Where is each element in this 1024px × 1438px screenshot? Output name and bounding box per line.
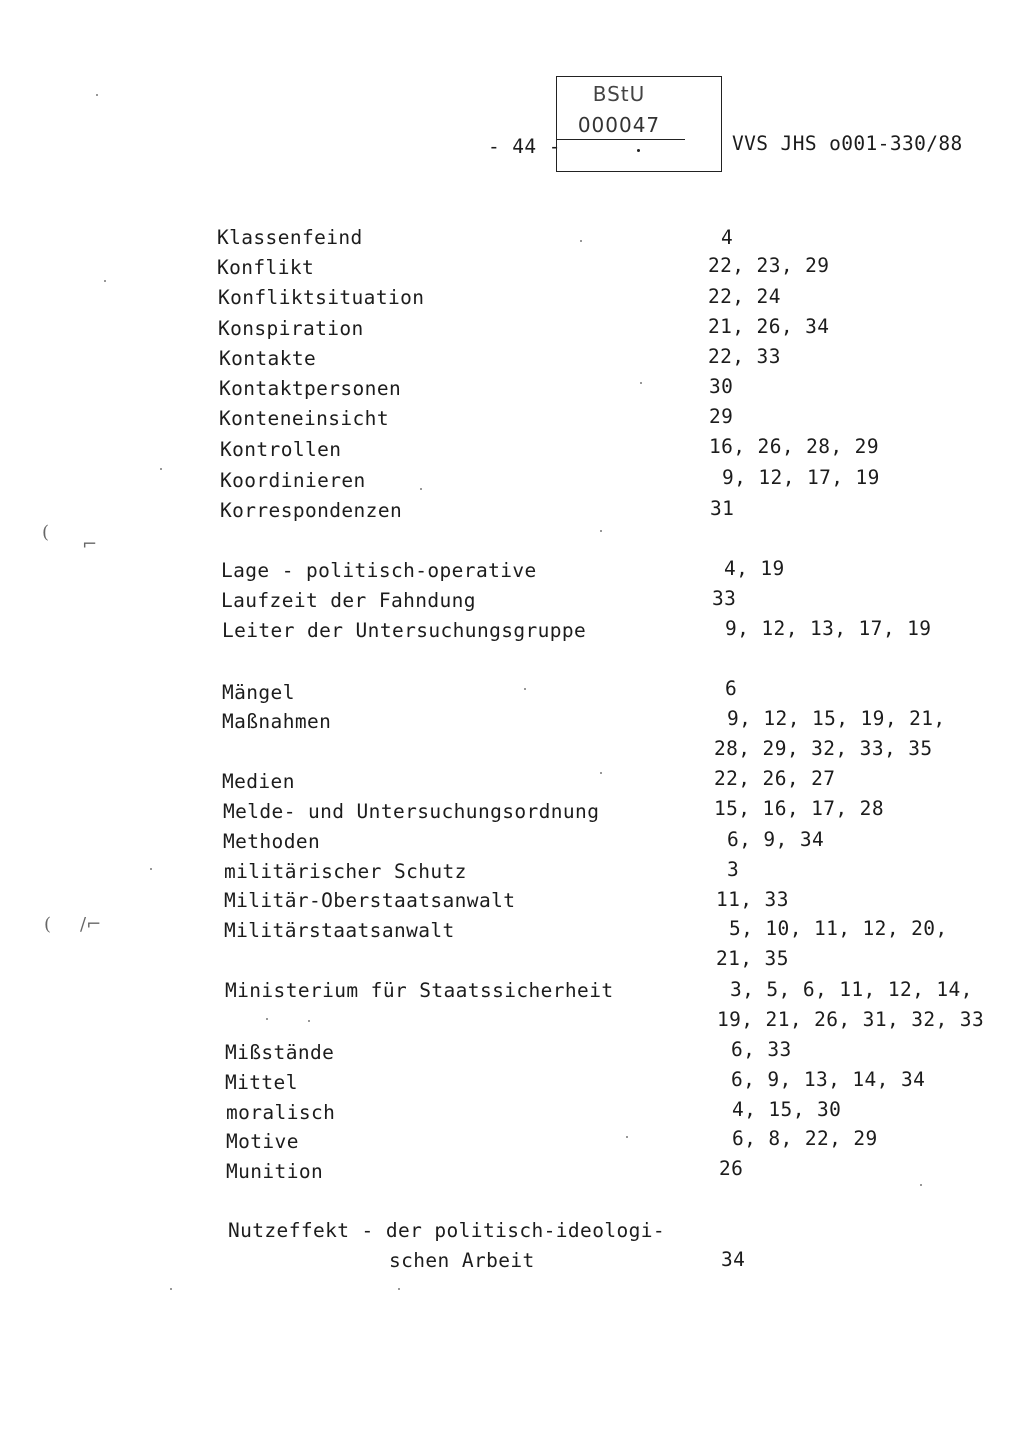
- scan-speck: [600, 772, 602, 774]
- archive-stamp: [556, 76, 722, 172]
- scan-speck: [150, 868, 152, 870]
- index-term: Kontakte: [219, 347, 317, 370]
- index-term: Lage - politisch-operative: [221, 559, 537, 582]
- index-pages: 26: [719, 1157, 744, 1180]
- index-pages: 3: [727, 858, 740, 881]
- index-pages: 28, 29, 32, 33, 35: [714, 737, 933, 760]
- index-term: Militär-Oberstaatsanwalt: [224, 889, 516, 912]
- stamp-sheet-number: 000047: [577, 113, 661, 137]
- index-pages: 6: [725, 677, 738, 700]
- index-pages: 3, 5, 6, 11, 12, 14,: [730, 978, 973, 1001]
- margin-mark: (: [42, 522, 50, 543]
- index-term: Laufzeit der Fahndung: [221, 589, 476, 612]
- index-term: Ministerium für Staatssicherheit: [225, 979, 614, 1002]
- index-term: Mißstände: [225, 1041, 335, 1064]
- index-pages: 6, 8, 22, 29: [732, 1127, 878, 1150]
- index-pages: 19, 21, 26, 31, 32, 33: [717, 1008, 985, 1031]
- document-id: VVS JHS o001-330/88: [732, 132, 963, 155]
- index-term: Militärstaatsanwalt: [224, 919, 455, 942]
- index-pages: 22, 24: [708, 285, 781, 308]
- stamp-divider: [557, 139, 685, 140]
- scan-speck: [640, 382, 642, 384]
- index-pages: 22, 33: [708, 345, 781, 368]
- index-term: Konflikt: [217, 256, 315, 279]
- scan-speck: [420, 488, 422, 490]
- index-pages: 4, 15, 30: [732, 1098, 842, 1121]
- index-term: Motive: [226, 1130, 299, 1153]
- index-term: Melde- und Untersuchungsordnung: [223, 800, 600, 823]
- index-term: Konteneinsicht: [219, 407, 389, 430]
- scan-speck: [170, 1288, 172, 1290]
- index-pages: 30: [709, 375, 734, 398]
- scan-speck: [160, 468, 162, 470]
- scan-speck: [104, 280, 106, 282]
- scan-speck: [266, 1018, 268, 1020]
- scan-speck: [920, 1184, 922, 1186]
- margin-mark: (: [44, 914, 52, 935]
- index-term: Mängel: [222, 681, 295, 704]
- index-term: Munition: [226, 1160, 324, 1183]
- index-pages: 21, 35: [716, 947, 789, 970]
- index-pages: 22, 26, 27: [714, 767, 836, 790]
- index-pages: 6, 9, 34: [727, 828, 825, 851]
- index-term: Leiter der Untersuchungsgruppe: [222, 619, 587, 642]
- scan-speck: [600, 530, 602, 532]
- page-number: - 44 -: [488, 135, 561, 158]
- index-term: Nutzeffekt - der politisch-ideologi-: [228, 1219, 666, 1242]
- index-pages: 9, 12, 15, 19, 21,: [727, 707, 946, 730]
- stamp-archive-label: BStU: [592, 82, 646, 106]
- index-term: moralisch: [226, 1101, 336, 1124]
- scan-speck: [626, 1136, 628, 1138]
- scan-speck: [308, 1020, 310, 1022]
- index-term: Kontrollen: [220, 438, 342, 461]
- index-pages: 22, 23, 29: [708, 254, 830, 277]
- index-pages: 5, 10, 11, 12, 20,: [729, 917, 948, 940]
- scan-speck: [524, 688, 526, 690]
- scan-speck: [96, 94, 98, 96]
- index-term: Methoden: [223, 830, 321, 853]
- index-pages: 6, 33: [731, 1038, 792, 1061]
- index-term: Medien: [222, 770, 295, 793]
- index-term: Kontaktpersonen: [219, 377, 402, 400]
- index-pages: 34: [721, 1248, 746, 1271]
- index-pages: 16, 26, 28, 29: [709, 435, 879, 458]
- margin-mark: ⌐: [82, 534, 98, 555]
- index-pages: 9, 12, 13, 17, 19: [725, 617, 932, 640]
- index-pages: 21, 26, 34: [708, 315, 830, 338]
- index-pages: 11, 33: [716, 888, 789, 911]
- index-pages: 29: [709, 405, 734, 428]
- index-term: Koordinieren: [220, 469, 366, 492]
- index-term: Maßnahmen: [222, 710, 332, 733]
- index-term: Korrespondenzen: [220, 499, 403, 522]
- index-term: Mittel: [225, 1071, 298, 1094]
- index-term: Konspiration: [218, 317, 364, 340]
- index-pages: 9, 12, 17, 19: [722, 466, 880, 489]
- index-pages: 15, 16, 17, 28: [714, 797, 884, 820]
- index-pages: 31: [710, 497, 735, 520]
- index-pages: 6, 9, 13, 14, 34: [731, 1068, 926, 1091]
- index-term: Konfliktsituation: [218, 286, 425, 309]
- stamp-dot: [637, 149, 640, 152]
- scan-speck: [398, 1288, 400, 1290]
- scan-speck: [580, 240, 582, 242]
- index-term: Klassenfeind: [217, 226, 363, 249]
- index-pages: 4: [721, 226, 734, 249]
- index-term: militärischer Schutz: [224, 860, 467, 883]
- index-term: schen Arbeit: [389, 1249, 535, 1272]
- margin-mark: /⌐: [80, 914, 102, 935]
- index-pages: 4, 19: [724, 557, 785, 580]
- index-pages: 33: [712, 587, 737, 610]
